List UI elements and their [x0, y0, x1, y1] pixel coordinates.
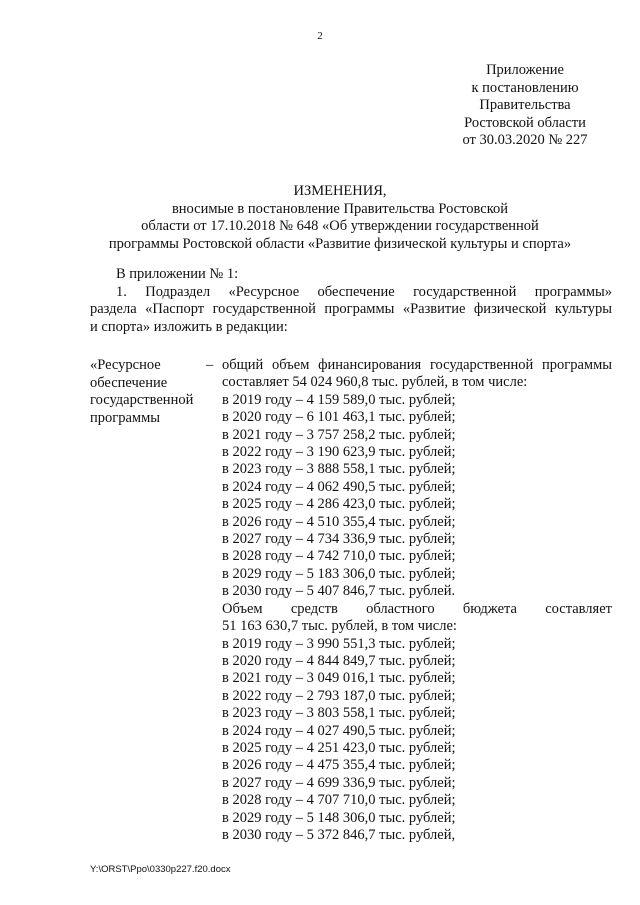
year-funding-line: в 2021 году – 3 757 258,2 тыс. рублей; — [222, 426, 456, 443]
appendix-line: Приложение — [486, 62, 564, 78]
year-funding-line: в 2022 году – 2 793 187,0 тыс. рублей; — [222, 687, 456, 704]
appendix-line: Ростовской области — [464, 114, 586, 131]
year-funding-line: в 2022 году – 3 190 623,9 тыс. рублей; — [222, 444, 456, 461]
year-funding-line: в 2030 году – 5 407 846,7 тыс. рублей. — [222, 583, 456, 600]
year-funding-line: в 2028 году – 4 742 710,0 тыс. рублей; — [222, 548, 456, 565]
resources-column — [222, 357, 612, 844]
file-path-footer: Y:\ORST\Ppo\0330p227.f20.docx — [90, 864, 231, 875]
year-funding-line: в 2019 году – 4 159 589,0 тыс. рублей; — [222, 391, 456, 408]
year-funding-line: в 2026 году – 4 510 355,4 тыс. рублей; — [222, 513, 456, 530]
year-funding-line: в 2020 году – 6 101 463,1 тыс. рублей; — [222, 409, 456, 426]
year-funding-line: в 2025 году – 4 251 423,0 тыс. рублей; — [222, 739, 456, 756]
year-funding-line: в 2023 году – 3 888 558,1 тыс. рублей; — [222, 461, 456, 478]
total-funding-line: составляет 54 024 960,8 тыс. рублей, в том числе: — [222, 374, 528, 391]
label-line: государственной — [90, 392, 194, 409]
year-funding-line: в 2029 году – 5 183 306,0 тыс. рублей; — [222, 565, 456, 582]
intro-line: 1. Подраздел «Ресурсное обеспечение государственной программы» — [116, 283, 612, 300]
year-funding-line: в 2026 году – 4 475 355,4 тыс. рублей; — [222, 757, 456, 774]
appendix-block — [440, 62, 610, 150]
year-funding-line: в 2025 году – 4 286 423,0 тыс. рублей; — [222, 496, 456, 513]
separator-dash: – — [206, 357, 214, 373]
appendix-line: Правительства — [479, 97, 571, 114]
year-funding-line: в 2024 году – 4 062 490,5 тыс. рублей; — [222, 478, 456, 495]
year-funding-line: в 2023 году – 3 803 558,1 тыс. рублей; — [222, 705, 456, 722]
year-funding-line: в 2028 году – 4 707 710,0 тыс. рублей; — [222, 792, 456, 809]
page-number: 2 — [317, 30, 323, 42]
regional-budget-line: Объем средств областного бюджета составляет — [222, 600, 612, 617]
year-funding-line: в 2027 году – 4 734 336,9 тыс. рублей; — [222, 531, 456, 548]
total-funding-line: общий объем финансирования государственной программы — [222, 357, 612, 373]
label-line: «Ресурсное — [90, 357, 161, 373]
title-line: вносимые в постановление Правительства Ростовской — [171, 200, 509, 217]
title-line: области от 17.10.2018 № 648 «Об утверждении государственной — [141, 218, 539, 235]
document-title — [90, 183, 590, 253]
year-funding-line: в 2021 году – 3 049 016,1 тыс. рублей; — [222, 670, 456, 687]
regional-year-list — [222, 636, 612, 845]
title-line: программы Ростовской области «Развитие физической культуры и спорта» — [108, 235, 572, 252]
year-funding-line: в 2030 году – 5 372 846,7 тыс. рублей, — [222, 826, 456, 843]
intro-paragraph — [90, 266, 612, 336]
year-funding-line: в 2024 году – 4 027 490,5 тыс. рублей; — [222, 722, 456, 739]
year-funding-line: в 2027 году – 4 699 336,9 тыс. рублей; — [222, 774, 456, 791]
regional-budget-line: 51 163 630,7 тыс. рублей, в том числе: — [222, 618, 457, 635]
intro-line: и спорта» изложить в редакции: — [90, 318, 288, 335]
intro-line: раздела «Паспорт государственной программы «Развитие физической культуры — [90, 301, 612, 318]
appendix-line: к постановлению — [471, 79, 579, 96]
appendix-line: от 30.03.2020 № 227 — [462, 132, 588, 149]
year-funding-line: в 2020 году – 4 844 849,7 тыс. рублей; — [222, 652, 456, 669]
year-funding-line: в 2029 году – 5 148 306,0 тыс. рублей; — [222, 809, 456, 826]
total-year-list — [222, 392, 612, 601]
label-line: программы — [90, 409, 160, 426]
intro-line: В приложении № 1: — [116, 266, 239, 282]
label-line: обеспечение — [90, 374, 168, 391]
section-label — [90, 357, 200, 427]
title-heading: ИЗМЕНЕНИЯ, — [293, 183, 387, 199]
year-funding-line: в 2019 году – 3 990 551,3 тыс. рублей; — [222, 635, 456, 652]
